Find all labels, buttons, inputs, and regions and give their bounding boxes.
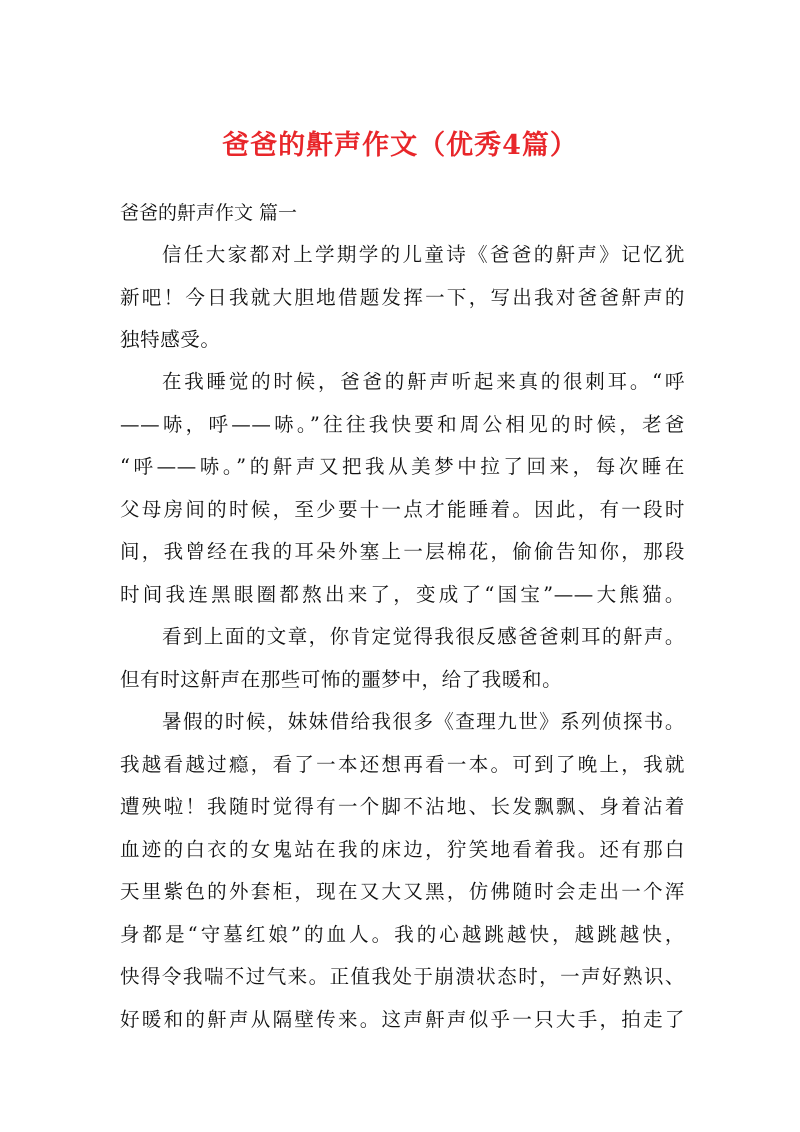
paragraph-line: 暑假的时候，妹妹借给我很多《查理九世》系列侦探书。 xyxy=(162,710,685,733)
paragraph-line: 看到上面的文章，你肯定觉得我很反感爸爸刺耳的鼾声。 xyxy=(162,625,685,648)
section-heading: 爸爸的鼾声作文 篇一 xyxy=(120,202,298,224)
paragraph-line: 新吧！今日我就大胆地借题发挥一下，写出我对爸爸鼾声的 xyxy=(120,285,685,309)
paragraph-line: 我越看越过瘾，看了一本还想再看一本。可到了晚上，我就 xyxy=(120,752,685,776)
paragraph-line: 血迹的白衣的女鬼站在我的床边，狞笑地看着我。还有那白 xyxy=(120,837,685,861)
paragraph-line: 身都是“守墓红娘”的血人。我的心越跳越快，越跳越快， xyxy=(120,922,685,946)
paragraph-2 xyxy=(120,361,685,616)
paragraph-line: ——哧，呼——哧。”往往我快要和周公相见的时候，老爸 xyxy=(120,412,685,436)
paragraph-line: 但有时这鼾声在那些可怖的噩梦中，给了我暖和。 xyxy=(120,667,563,691)
paragraph-line: 遭殃啦！我随时觉得有一个脚不沾地、长发飘飘、身着沾着 xyxy=(120,795,685,818)
paragraph-1 xyxy=(120,234,685,362)
paragraph-line: 天里紫色的外套柜，现在又大又黑，仿佛随时会走出一个浑 xyxy=(120,880,685,903)
paragraph-3 xyxy=(120,616,685,701)
paragraph-line: 父母房间的时候，至少要十一点才能睡着。因此，有一段时 xyxy=(120,497,685,521)
paragraph-line: “呼——哧。”的鼾声又把我从美梦中拉了回来，每次睡在 xyxy=(120,455,685,478)
paragraph-line: 快得令我喘不过气来。正值我处于崩溃状态时，一声好熟识、 xyxy=(120,965,685,988)
paragraph-4 xyxy=(120,701,685,1041)
paragraph-line: 信任大家都对上学期学的儿童诗《爸爸的鼾声》记忆犹 xyxy=(162,243,685,266)
paragraph-line: 在我睡觉的时候，爸爸的鼾声听起来真的很刺耳。“呼 xyxy=(162,370,685,393)
paragraph-line: 好暖和的鼾声从隔壁传来。这声鼾声似乎一只大手，拍走了 xyxy=(120,1007,685,1031)
paragraph-line: 时间我连黑眼圈都熬出来了，变成了“国宝”——大熊猫。 xyxy=(120,582,685,606)
paragraph-line: 间，我曾经在我的耳朵外塞上一层棉花，偷偷告知你，那段 xyxy=(120,540,685,563)
paragraph-line: 独特感受。 xyxy=(120,328,221,351)
document-title: 爸爸的鼾声作文（优秀4篇） xyxy=(222,130,578,161)
